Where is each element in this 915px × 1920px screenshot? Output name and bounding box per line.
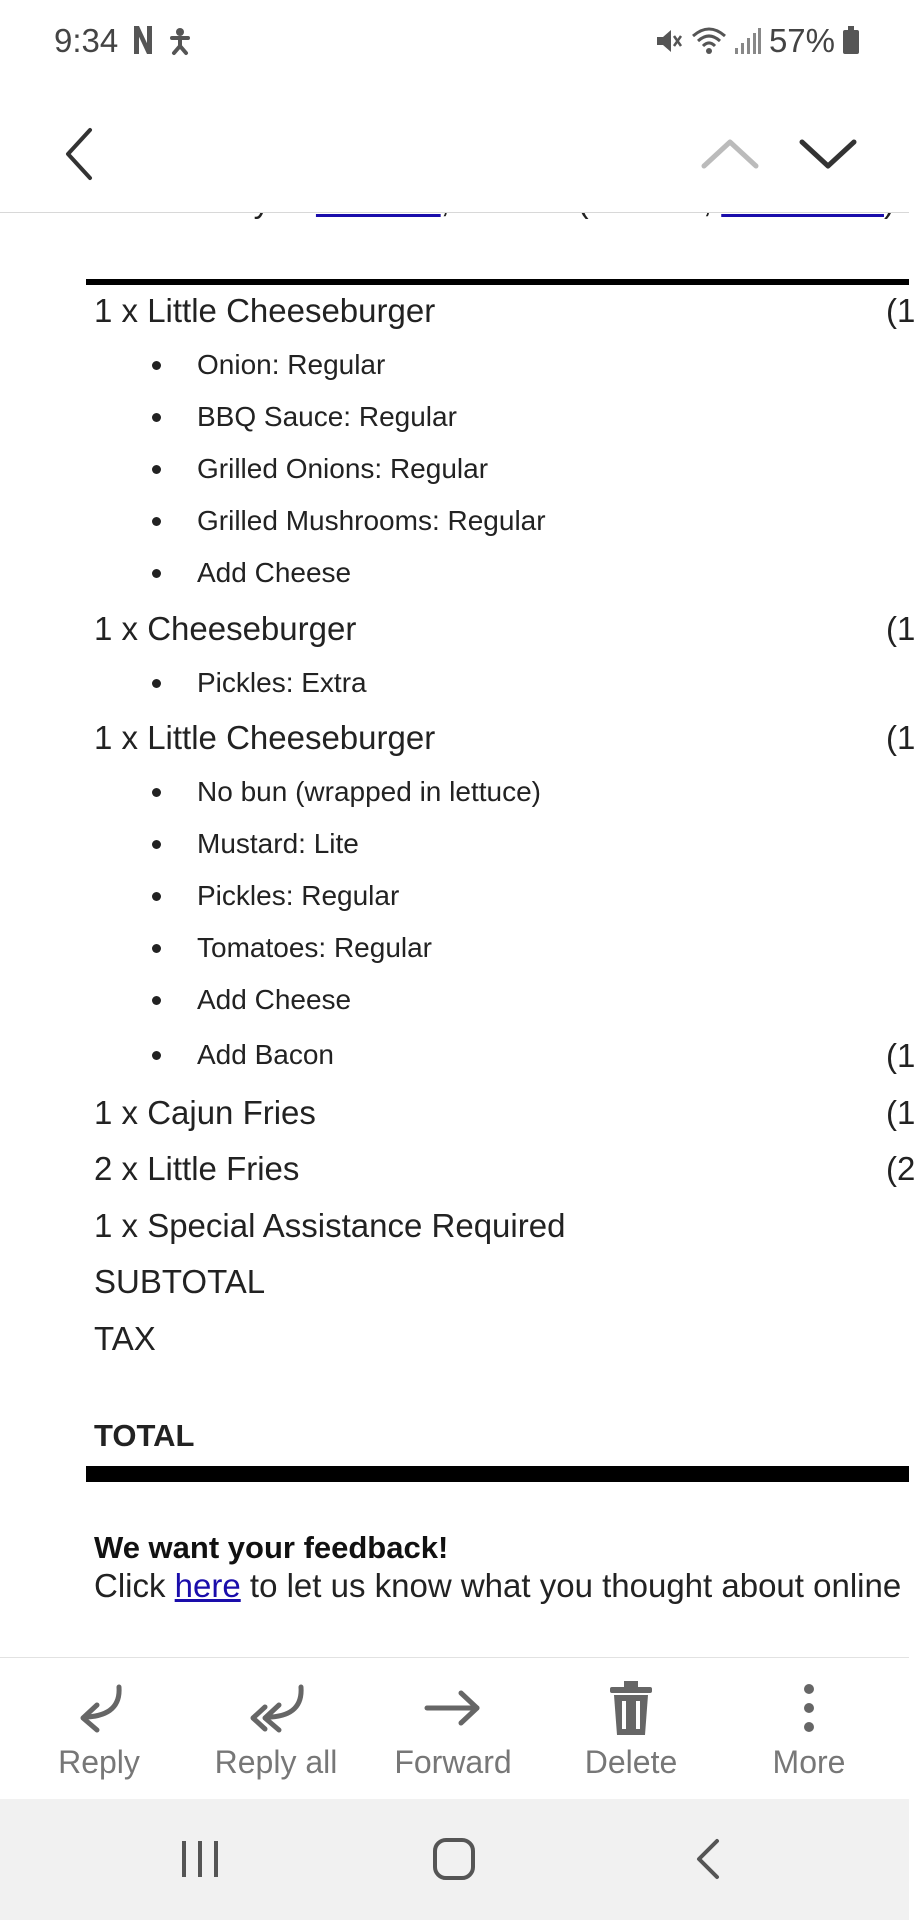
bullet — [152, 569, 161, 578]
modifier-label: Add Bacon — [197, 1039, 334, 1070]
modifier-item — [152, 667, 367, 699]
next-email-button[interactable] — [788, 114, 868, 194]
trash-icon — [608, 1681, 654, 1735]
delete-label: Delete — [584, 1744, 678, 1780]
bullet — [152, 944, 161, 953]
battery-icon — [843, 26, 859, 56]
modifier-item — [152, 984, 351, 1016]
tax-label: TAX — [94, 1320, 156, 1357]
status-bar — [0, 0, 909, 90]
modifier-item — [152, 880, 399, 912]
modifier-label: Onion: Regular — [197, 349, 386, 380]
bullet — [152, 1051, 161, 1060]
more-vertical-icon — [803, 1683, 815, 1733]
mute-vibrate-icon — [653, 26, 683, 56]
wifi-icon — [691, 26, 727, 56]
forward-label: Forward — [394, 1744, 512, 1780]
item-price: (1 — [886, 292, 915, 329]
reply-all-button[interactable] — [191, 1658, 361, 1800]
chevron-down-icon — [796, 134, 860, 174]
order-item: 1 x Little Cheeseburger — [94, 719, 436, 756]
reply-all-icon-wrap — [241, 1680, 311, 1736]
bullet — [152, 517, 161, 526]
modifier-item — [152, 776, 541, 808]
forward-icon-wrap — [423, 1680, 483, 1736]
subtotal-label: SUBTOTAL — [94, 1263, 266, 1300]
order-item: 2 x Little Fries — [94, 1150, 300, 1187]
home-icon — [432, 1837, 476, 1881]
item-price: (1 — [886, 1094, 915, 1131]
back-button[interactable] — [40, 114, 120, 194]
feedback-title: We want your feedback! — [94, 1530, 449, 1565]
modifier-price: (1 — [886, 1037, 915, 1074]
modifier-item — [152, 401, 457, 433]
recent-apps-button[interactable] — [160, 1829, 240, 1889]
reply-icon — [69, 1683, 129, 1733]
more-icon-wrap — [803, 1680, 815, 1736]
feedback-line — [94, 1567, 901, 1605]
email-toolbar — [0, 90, 909, 213]
modifier-label: No bun (wrapped in lettuce) — [197, 776, 541, 807]
email-action-bar — [0, 1657, 909, 1800]
bullet — [152, 361, 161, 370]
signal-icon — [735, 26, 761, 56]
order-item: 1 x Little Cheeseburger — [94, 292, 436, 329]
home-button[interactable] — [414, 1829, 494, 1889]
bullet — [152, 788, 161, 797]
netflix-n-icon — [134, 26, 152, 54]
chevron-up-icon — [698, 134, 762, 174]
modifier-label: Mustard: Lite — [197, 828, 359, 859]
previous-email-button[interactable] — [690, 114, 770, 194]
modifier-item — [152, 453, 488, 485]
total-label: TOTAL — [94, 1418, 195, 1453]
modifier-item — [152, 557, 351, 589]
bullet — [152, 413, 161, 422]
modifier-item — [152, 932, 432, 964]
order-item: 1 x Cheeseburger — [94, 610, 357, 647]
modifier-label: Add Cheese — [197, 557, 352, 588]
status-notification-icons — [134, 26, 194, 54]
modifier-item — [152, 349, 385, 381]
modifier-label: Add Cheese — [197, 984, 352, 1015]
system-back-button[interactable] — [668, 1829, 748, 1889]
modifier-label: Pickles: Extra — [197, 667, 367, 698]
reply-label: Reply — [58, 1744, 140, 1780]
bullet — [152, 465, 161, 474]
bullet — [152, 840, 161, 849]
bullet — [152, 679, 161, 688]
modifier-label: Pickles: Regular — [197, 880, 400, 911]
status-time: 9:34 — [54, 22, 119, 59]
order-item: 1 x Cajun Fries — [94, 1094, 316, 1131]
modifier-item — [152, 505, 546, 537]
reply-all-icon — [241, 1683, 311, 1733]
battery-percent: 57% — [768, 22, 835, 59]
item-price: (1 — [886, 719, 915, 756]
more-button[interactable] — [724, 1658, 894, 1800]
modifier-label: BBQ Sauce: Regular — [197, 401, 457, 432]
order-rule-top — [86, 279, 909, 285]
status-right — [653, 22, 859, 60]
recent-apps-icon — [180, 1839, 220, 1879]
forward-button[interactable] — [368, 1658, 538, 1800]
modifier-label: Tomatoes: Regular — [197, 932, 433, 963]
item-price: (1 — [886, 610, 915, 647]
email-body[interactable] — [0, 212, 915, 1657]
accessibility-icon — [166, 26, 194, 54]
feedback-suffix: to let us know what you thought about online — [240, 1567, 902, 1604]
delete-button[interactable] — [546, 1658, 716, 1800]
bullet — [152, 892, 161, 901]
system-nav-bar — [0, 1799, 909, 1920]
more-label: More — [772, 1744, 846, 1780]
reply-icon-wrap — [69, 1680, 129, 1736]
order-rule-bottom — [86, 1466, 909, 1482]
modifier-label: Grilled Onions: Regular — [197, 453, 489, 484]
modifier-label: Grilled Mushrooms: Regular — [197, 505, 546, 536]
bullet — [152, 996, 161, 1005]
chevron-left-icon — [60, 126, 100, 182]
reply-button[interactable] — [14, 1658, 184, 1800]
feedback-link[interactable]: here — [174, 1567, 241, 1604]
forward-arrow-icon — [423, 1683, 483, 1733]
modifier-item — [152, 1039, 334, 1071]
reply-all-label: Reply all — [214, 1744, 338, 1780]
delete-icon-wrap — [608, 1680, 654, 1736]
back-arrow-icon — [693, 1837, 723, 1881]
order-item: 1 x Special Assistance Required — [94, 1207, 566, 1244]
feedback-prefix: Click — [94, 1567, 175, 1604]
item-price: (2 — [886, 1150, 915, 1187]
modifier-item — [152, 828, 359, 860]
